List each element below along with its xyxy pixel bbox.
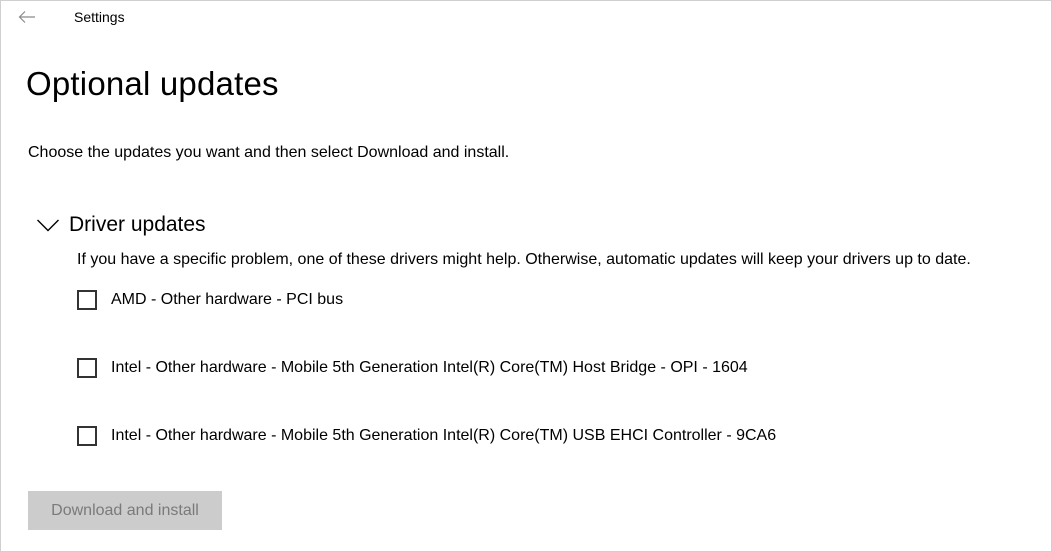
driver-update-label: Intel - Other hardware - Mobile 5th Generation Intel(R) Core(TM) Host Bridge - OPI - 1604 [111,359,748,376]
driver-update-item[interactable] [77,287,343,313]
download-and-install-button[interactable]: Download and install [28,491,222,530]
page-title: Optional updates [26,65,279,102]
back-button[interactable] [13,5,41,29]
checkbox[interactable] [77,290,97,310]
driver-updates-expander[interactable] [35,210,206,240]
back-arrow-icon [18,10,36,24]
checkbox[interactable] [77,426,97,446]
driver-updates-title: Driver updates [69,213,206,236]
driver-update-item[interactable] [77,423,776,449]
chevron-down-icon [35,215,61,235]
window-title: Settings [74,9,125,25]
driver-update-label: AMD - Other hardware - PCI bus [111,291,344,308]
driver-update-label: Intel - Other hardware - Mobile 5th Generation Intel(R) Core(TM) USB EHCI Controller - 9CA6 [111,427,777,444]
driver-updates-description: If you have a specific problem, one of these drivers might help. Otherwise, automatic updates will keep your drivers up to date. [77,251,971,268]
driver-update-item[interactable] [77,355,748,381]
title-bar [1,1,1051,35]
checkbox[interactable] [77,358,97,378]
page-subtitle: Choose the updates you want and then select Download and install. [28,144,510,161]
